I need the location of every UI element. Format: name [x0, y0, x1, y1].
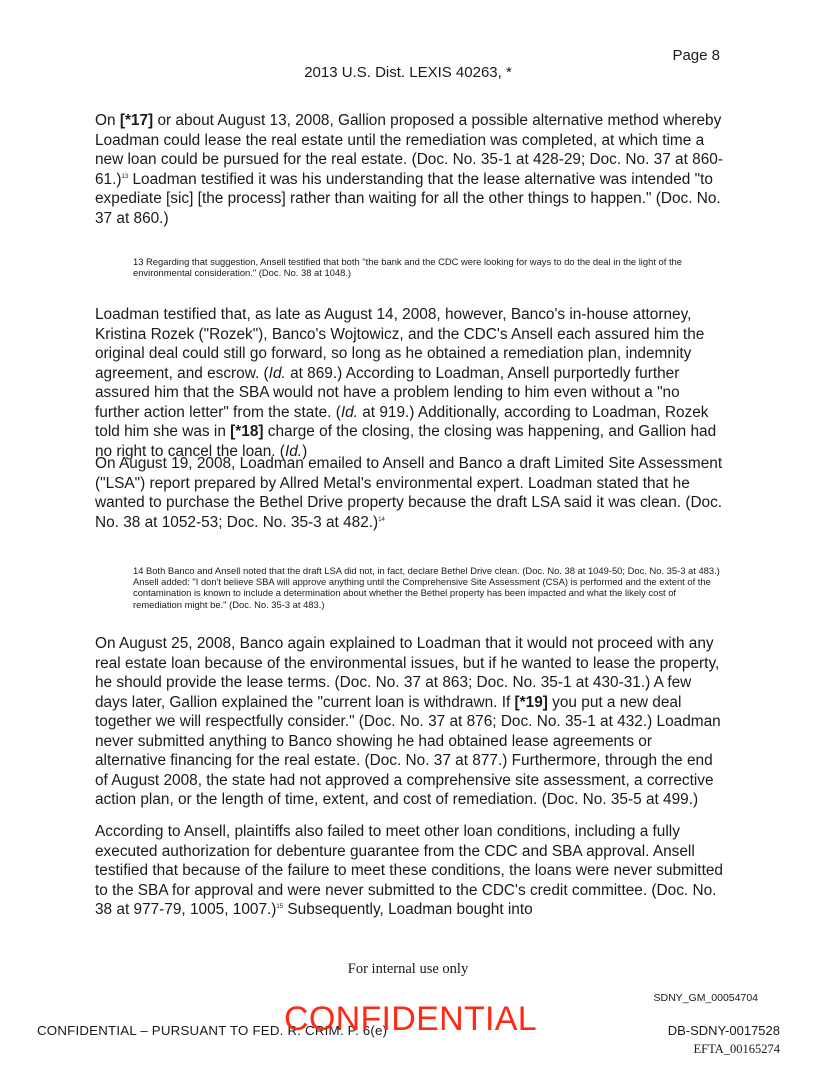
paragraph-2	[95, 305, 727, 461]
paragraph-4	[95, 634, 727, 810]
bates-number-db: DB-SDNY-0017528	[667, 1023, 780, 1038]
text: Subsequently, Loadman bought into	[283, 901, 533, 918]
paragraph-5	[95, 822, 727, 920]
paragraph-1	[95, 111, 727, 228]
id-cite: Id.	[268, 364, 286, 382]
footnote-ref-14: 14	[378, 516, 385, 523]
text: you put a new deal together we will respectfully consider." (Doc. No. 37 at 876; Doc. No. 35-1 at 432.) Loadman never submitted anything to Banco showing he had obtained lease agreements or alternative financing for the real estate. (Doc. No. 37 at 877.) Furthermore, through the end of August 2008, the state had not approved a comprehensive site assessment, a corrective action plan, or the length of time, extent, and cost of remediation. (Doc. No. 35-5 at 499.)	[95, 693, 721, 808]
confidential-stamp: CONFIDENTIAL	[284, 1000, 537, 1038]
footnote-ref-13: 13	[121, 173, 129, 180]
case-citation: 2013 U.S. Dist. LEXIS 40263, *	[304, 64, 512, 81]
text: On August 25, 2008, Banco again explained to Loadman that it would not proceed with any real estate loan because of the environmental issues, but if he wanted to lease the property, he should provide the lease terms. (Doc. No. 37 at 863; Doc. No. 35-1 at 430-31.) A few days later, Gallion explained the "current loan is withdrawn. If	[95, 635, 720, 711]
footnote-ref-15: 15	[276, 903, 284, 910]
id-cite: Id.	[340, 403, 358, 421]
text: at 919.) Additionally, according to Loadman, Rozek told him she was in	[95, 403, 709, 440]
footnote-14: 14 Both Banco and Ansell noted that the draft LSA did not, in fact, declare Bethel Drive clean. (Doc. No. 38 at 1049-50; Doc. No. 35-3 at 483.) Ansell added: "I don't believe SBA will approve anything until the Comprehensive Site Assessment (CSA) is performed and the extent of the contamination is known to include a determination about whether the Bethel property has been impacted and what the likely cost of remediation might be." (Doc. No. 35-3 at 483.)	[133, 565, 720, 610]
page-number: Page 8	[672, 47, 720, 64]
text: On August 19, 2008, Loadman emailed to Ansell and Banco a draft Limited Site Assessment ("LSA") report prepared by Allred Metal's environmental expert. Loadman stated that he wanted to purchase the Bethel Drive property because the draft LSA said it was clean. (Doc. No. 38 at 1052-53; Doc. No. 35-3 at 482.)	[95, 455, 723, 531]
star-page-marker: [*19]	[514, 693, 548, 711]
efta-number: EFTA_00165274	[693, 1042, 780, 1056]
bates-number-gm: SDNY_GM_00054704	[653, 992, 758, 1004]
text: at 869.) According to Loadman, Ansell purportedly further assured him that the SBA would not have a problem lending to him even without a "no further action letter" from the state. (	[95, 364, 680, 421]
id-cite: Id.	[284, 442, 303, 460]
text: On	[95, 112, 120, 129]
text: Loadman testified that, as late as August 14, 2008, however, Banco's in-house attorney, Kristina Rozek ("Rozek"), Banco's Wojtowicz, and the CDC's Ansell each assured him the original deal could still go forward, so long as he obtained a remediation plan, indemnity agreement, and escrow. (	[95, 306, 705, 382]
footnote-13: 13 Regarding that suggestion, Ansell testified that both "the bank and the CDC were looking for ways to do the deal in the light of the environmental consideration." (Doc. No. 38 at 1048.)	[133, 256, 682, 279]
internal-use-notice: For internal use only	[347, 961, 469, 977]
star-page-marker: [*18]	[230, 423, 264, 440]
confidential-notice: CONFIDENTIAL – PURSUANT TO FED. R. CRIM. P. 6(e)	[37, 1023, 388, 1038]
text: Loadman testified it was his understanding that the lease alternative was intended "to expediate [sic] [the process] rather than waiting for all the other things to happen." (Doc. No. 37 at 860.)	[95, 170, 721, 227]
text: According to Ansell, plaintiffs also failed to meet other loan conditions, including a fully executed authorization for debenture guarantee from the CDC and SBA approval. Ansell testified that because of the failure to meet these conditions, the loans were never submitted to the SBA for approval and were never submitted to the CDC's credit committee. (Doc. No. 38 at 977-79, 1005, 1007.)	[95, 823, 723, 918]
paragraph-3	[95, 454, 727, 532]
text: or about August 13, 2008, Gallion proposed a possible alternative method whereby Loadman could lease the real estate until the remediation was completed, at which time a new loan could be pursued for the real estate. (Doc. No. 35-1 at 428-29; Doc. No. 37 at 860-61.)	[95, 112, 723, 188]
text: )	[302, 442, 308, 460]
text: charge of the closing, the closing was happening, and Gallion had no right to cancel the loan. (	[95, 423, 717, 460]
star-page-marker: [*17]	[119, 112, 154, 129]
